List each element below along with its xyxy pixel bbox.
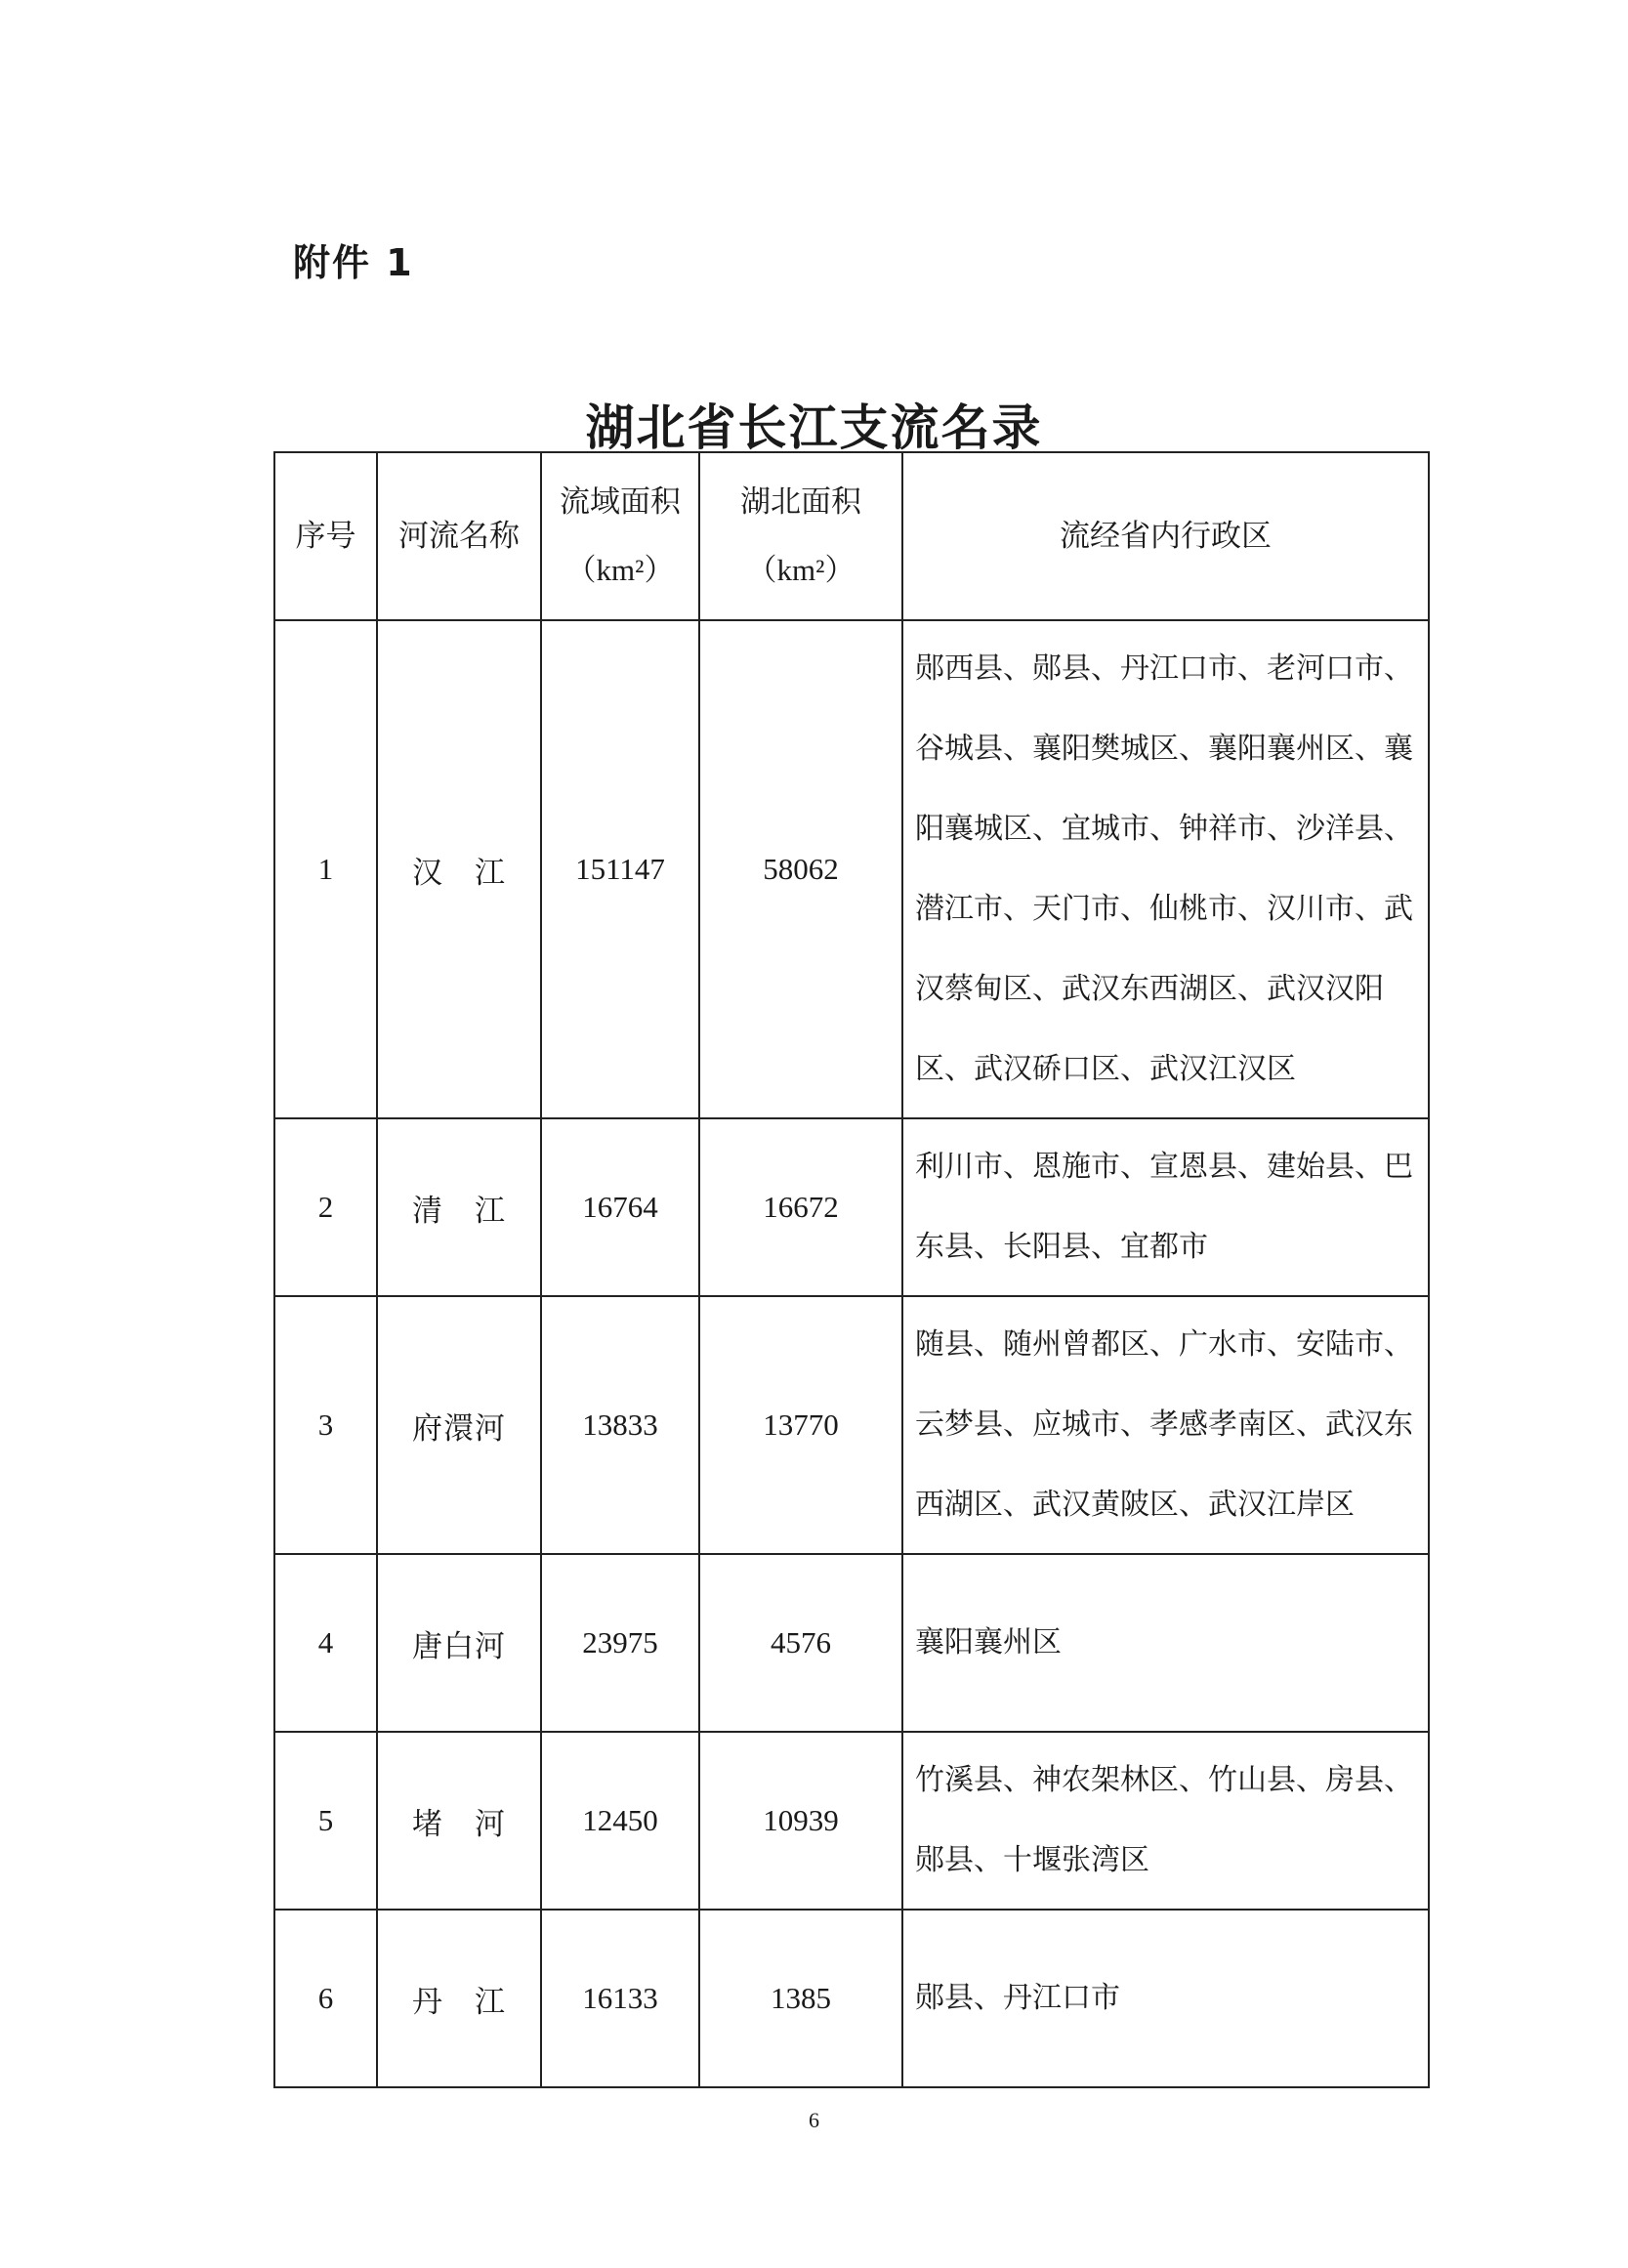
row-regions: 竹溪县、神农架林区、竹山县、房县、郧县、十堰张湾区	[902, 1732, 1429, 1910]
row-basin-area: 13833	[541, 1296, 699, 1554]
table-row	[274, 1554, 1429, 1732]
row-hubei-area: 1385	[699, 1910, 902, 2087]
row-seq: 4	[274, 1554, 377, 1732]
table-row	[274, 1732, 1429, 1910]
row-basin-area: 16764	[541, 1118, 699, 1296]
row-regions: 随县、随州曾都区、广水市、安陆市、云梦县、应城市、孝感孝南区、武汉东西湖区、武汉黄陂区、武汉江岸区	[902, 1296, 1429, 1554]
table-header-row	[274, 452, 1429, 620]
row-basin-area: 16133	[541, 1910, 699, 2087]
row-hubei-area: 58062	[699, 620, 902, 1118]
table-row	[274, 1118, 1429, 1296]
attachment-label: 附件 1	[293, 241, 414, 284]
row-river-name: 清 江	[377, 1118, 541, 1296]
row-river-name: 唐白河	[377, 1554, 541, 1732]
row-regions: 郧西县、郧县、丹江口市、老河口市、谷城县、襄阳樊城区、襄阳襄州区、襄阳襄城区、宜城市、钟祥市、沙洋县、潜江市、天门市、仙桃市、汉川市、武汉蔡甸区、武汉东西湖区、武汉汉阳区、武汉硚口区、武汉江汉区	[902, 620, 1429, 1118]
row-river-name: 汉 江	[377, 620, 541, 1118]
header-basin-area	[541, 452, 699, 620]
row-river-name: 堵 河	[377, 1732, 541, 1910]
row-seq: 1	[274, 620, 377, 1118]
row-seq: 3	[274, 1296, 377, 1554]
row-regions: 郧县、丹江口市	[902, 1910, 1429, 2087]
row-hubei-area: 13770	[699, 1296, 902, 1554]
row-seq: 2	[274, 1118, 377, 1296]
header-seq: 序号	[274, 452, 377, 620]
row-hubei-area: 4576	[699, 1554, 902, 1732]
row-seq: 5	[274, 1732, 377, 1910]
row-basin-area: 12450	[541, 1732, 699, 1910]
row-regions: 利川市、恩施市、宣恩县、建始县、巴东县、长阳县、宜都市	[902, 1118, 1429, 1296]
table-row	[274, 1910, 1429, 2087]
table-row	[274, 620, 1429, 1118]
row-regions: 襄阳襄州区	[902, 1554, 1429, 1732]
row-river-name: 丹 江	[377, 1910, 541, 2087]
row-basin-area: 23975	[541, 1554, 699, 1732]
header-hubei-area-unit: （km²）	[746, 553, 856, 587]
row-seq: 6	[274, 1910, 377, 2087]
header-basin-area-unit: （km²）	[565, 553, 675, 587]
page-number: 6	[809, 2108, 819, 2132]
row-basin-area: 151147	[541, 620, 699, 1118]
river-table	[273, 451, 1430, 2088]
header-basin-area-label: 流域面积	[560, 484, 681, 520]
document-title: 湖北省长江支流名录	[585, 399, 1043, 456]
header-river-name: 河流名称	[377, 452, 541, 620]
row-hubei-area: 10939	[699, 1732, 902, 1910]
header-hubei-area	[699, 452, 902, 620]
table-row	[274, 1296, 1429, 1554]
header-hubei-area-label: 湖北面积	[740, 484, 861, 520]
row-river-name: 府澴河	[377, 1296, 541, 1554]
row-hubei-area: 16672	[699, 1118, 902, 1296]
header-regions: 流经省内行政区	[902, 452, 1429, 620]
